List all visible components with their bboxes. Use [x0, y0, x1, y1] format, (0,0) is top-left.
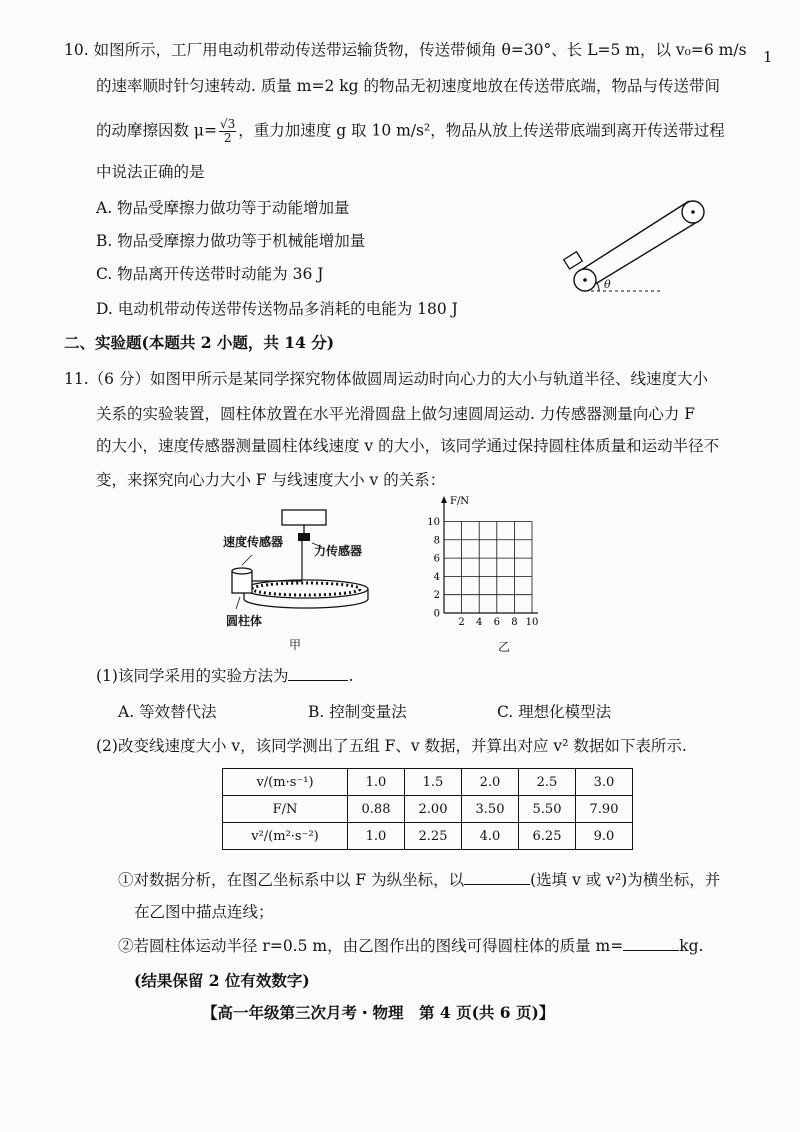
table-cell: 2.5 [519, 769, 576, 796]
y-tick-label: 10 [427, 516, 440, 528]
q10-line-3 [96, 118, 725, 145]
x-tick-label: 2 [458, 617, 465, 628]
q11-line-4: 变，来探究向心力大小 F 与线速度大小 v 的关系： [96, 471, 446, 489]
table-row-header: v²/(m²·s⁻²) [223, 823, 348, 850]
table-row [223, 796, 633, 823]
y-tick-label: 6 [433, 553, 440, 565]
y-tick-label: 8 [433, 535, 440, 547]
q10-option-d: D. 电动机带动传送带传送物品多消耗的电能为 180 J [96, 300, 458, 318]
page-footer: 【高一年级第三次月考・物理 第 4 页(共 6 页)】 [202, 1003, 555, 1022]
x-tick-label: 6 [493, 617, 500, 628]
q10-option-b: B. 物品受摩擦力做功等于机械能增加量 [96, 232, 366, 250]
data-table [222, 768, 633, 850]
q11-sub-2: (2)改变线速度大小 v，该同学测出了五组 F、v 数据，并算出对应 v² 数据如下表所示. [96, 737, 687, 755]
table-cell: 2.25 [405, 823, 462, 850]
table-row [223, 823, 633, 850]
mu-fraction [219, 118, 236, 145]
q10-option-c: C. 物品离开传送带时动能为 36 J [96, 265, 324, 283]
speed-sensor-label: 速度传感器 [223, 535, 284, 549]
q11-sub-2-part-2-c: (结果保留 2 位有效数字) [134, 971, 310, 990]
table-row-header: v/(m·s⁻¹) [223, 769, 348, 796]
q11-sub-1-end: . [348, 667, 354, 685]
mu-denominator: 2 [223, 131, 232, 145]
figure-b-caption: 乙 [498, 640, 511, 654]
section-2-heading: 二、实验题(本题共 2 小题，共 14 分) [64, 333, 335, 352]
y-tick-label: 0 [433, 608, 440, 620]
apparatus-figure [222, 505, 372, 625]
q11-sub-1-text: (1)该同学采用的实验方法为 [96, 667, 289, 685]
q11-sub-2-part-1-b: (选填 v 或 v²)为横坐标，并 [530, 871, 721, 889]
x-tick-label: 4 [476, 617, 483, 628]
q11-sub-2-part-1-a: ①对数据分析，在图乙坐标系中以 F 为纵坐标，以 [118, 871, 465, 889]
q11-sub-2-part-2-b: kg. [679, 937, 704, 955]
table-row [223, 769, 633, 796]
table-cell: 4.0 [462, 823, 519, 850]
coordinate-grid-figure [420, 492, 550, 632]
q10-line-2: 的速率顺时针匀速转动. 质量 m=2 kg 的物品无初速度地放在传送带底端，物品与传送带间 [96, 77, 720, 95]
table-cell: 0.88 [348, 796, 405, 823]
mu-numerator: √3 [220, 117, 236, 131]
table-cell: 6.25 [519, 823, 576, 850]
y-tick-label: 4 [433, 571, 440, 583]
q10-line-1: 10. 如图所示，工厂用电动机带动传送带运输货物，传送带倾角 θ=30°、长 L=5 m，以 v₀=6 m/s [64, 41, 747, 59]
table-cell: 1.0 [348, 823, 405, 850]
q11-line-3: 的大小，速度传感器测量圆柱体线速度 v 的大小，该同学通过保持圆柱体质量和运动半径不 [96, 437, 720, 455]
x-tick-label: 8 [511, 617, 518, 628]
q11-sub-2-part-2 [118, 936, 703, 956]
q11-line-1: 11.（6 分）如图甲所示是某同学探究物体做圆周运动时向心力的大小与轨道半径、线速度大小 [64, 370, 708, 388]
table-cell: 3.50 [462, 796, 519, 823]
table-cell: 3.0 [576, 769, 633, 796]
q10-line-4: 中说法正确的是 [96, 163, 205, 181]
y-tick-label: 2 [433, 590, 440, 602]
cylinder-label: 圆柱体 [226, 614, 263, 628]
q11-sub-2-part-1 [118, 870, 720, 890]
q11-sub-1-option-b: B. 控制变量法 [308, 703, 407, 721]
q11-sub-2-part-1-c: 在乙图中描点连线； [134, 903, 274, 921]
q10-option-a: A. 物品受摩擦力做功等于动能增加量 [96, 199, 350, 217]
page-marker: 1 [763, 48, 773, 66]
force-sensor-label: 力传感器 [314, 544, 363, 558]
table-cell: 1.5 [405, 769, 462, 796]
x-tick-label: 10 [525, 617, 539, 628]
answer-blank-mass[interactable] [623, 950, 679, 951]
theta-label: θ [604, 278, 611, 291]
table-cell: 2.0 [462, 769, 519, 796]
table-cell: 2.00 [405, 796, 462, 823]
table-row-header: F/N [223, 796, 348, 823]
conveyor-belt-figure [555, 190, 725, 300]
q11-sub-1 [96, 666, 353, 686]
q10-line-3-pre: 的动摩擦因数 μ= [96, 121, 217, 140]
answer-blank-x-axis[interactable] [464, 884, 530, 885]
table-cell: 7.90 [576, 796, 633, 823]
q10-line-3-post: ，重力加速度 g 取 10 m/s²，物品从放上传送带底端到离开传送带过程 [238, 121, 725, 140]
y-axis-label: F/N [450, 496, 470, 507]
q11-sub-1-option-c: C. 理想化模型法 [497, 703, 612, 721]
q11-sub-2-part-2-a: ②若圆柱体运动半径 r=0.5 m，由乙图作出的图线可得圆柱体的质量 m= [118, 937, 624, 955]
table-cell: 1.0 [348, 769, 405, 796]
q11-sub-1-option-a: A. 等效替代法 [118, 703, 217, 721]
q11-line-2: 关系的实验装置，圆柱体放置在水平光滑圆盘上做匀速圆周运动. 力传感器测量向心力 F [96, 405, 696, 423]
table-cell: 9.0 [576, 823, 633, 850]
figure-a-caption: 甲 [289, 638, 302, 652]
answer-blank-method[interactable] [288, 680, 348, 681]
table-cell: 5.50 [519, 796, 576, 823]
